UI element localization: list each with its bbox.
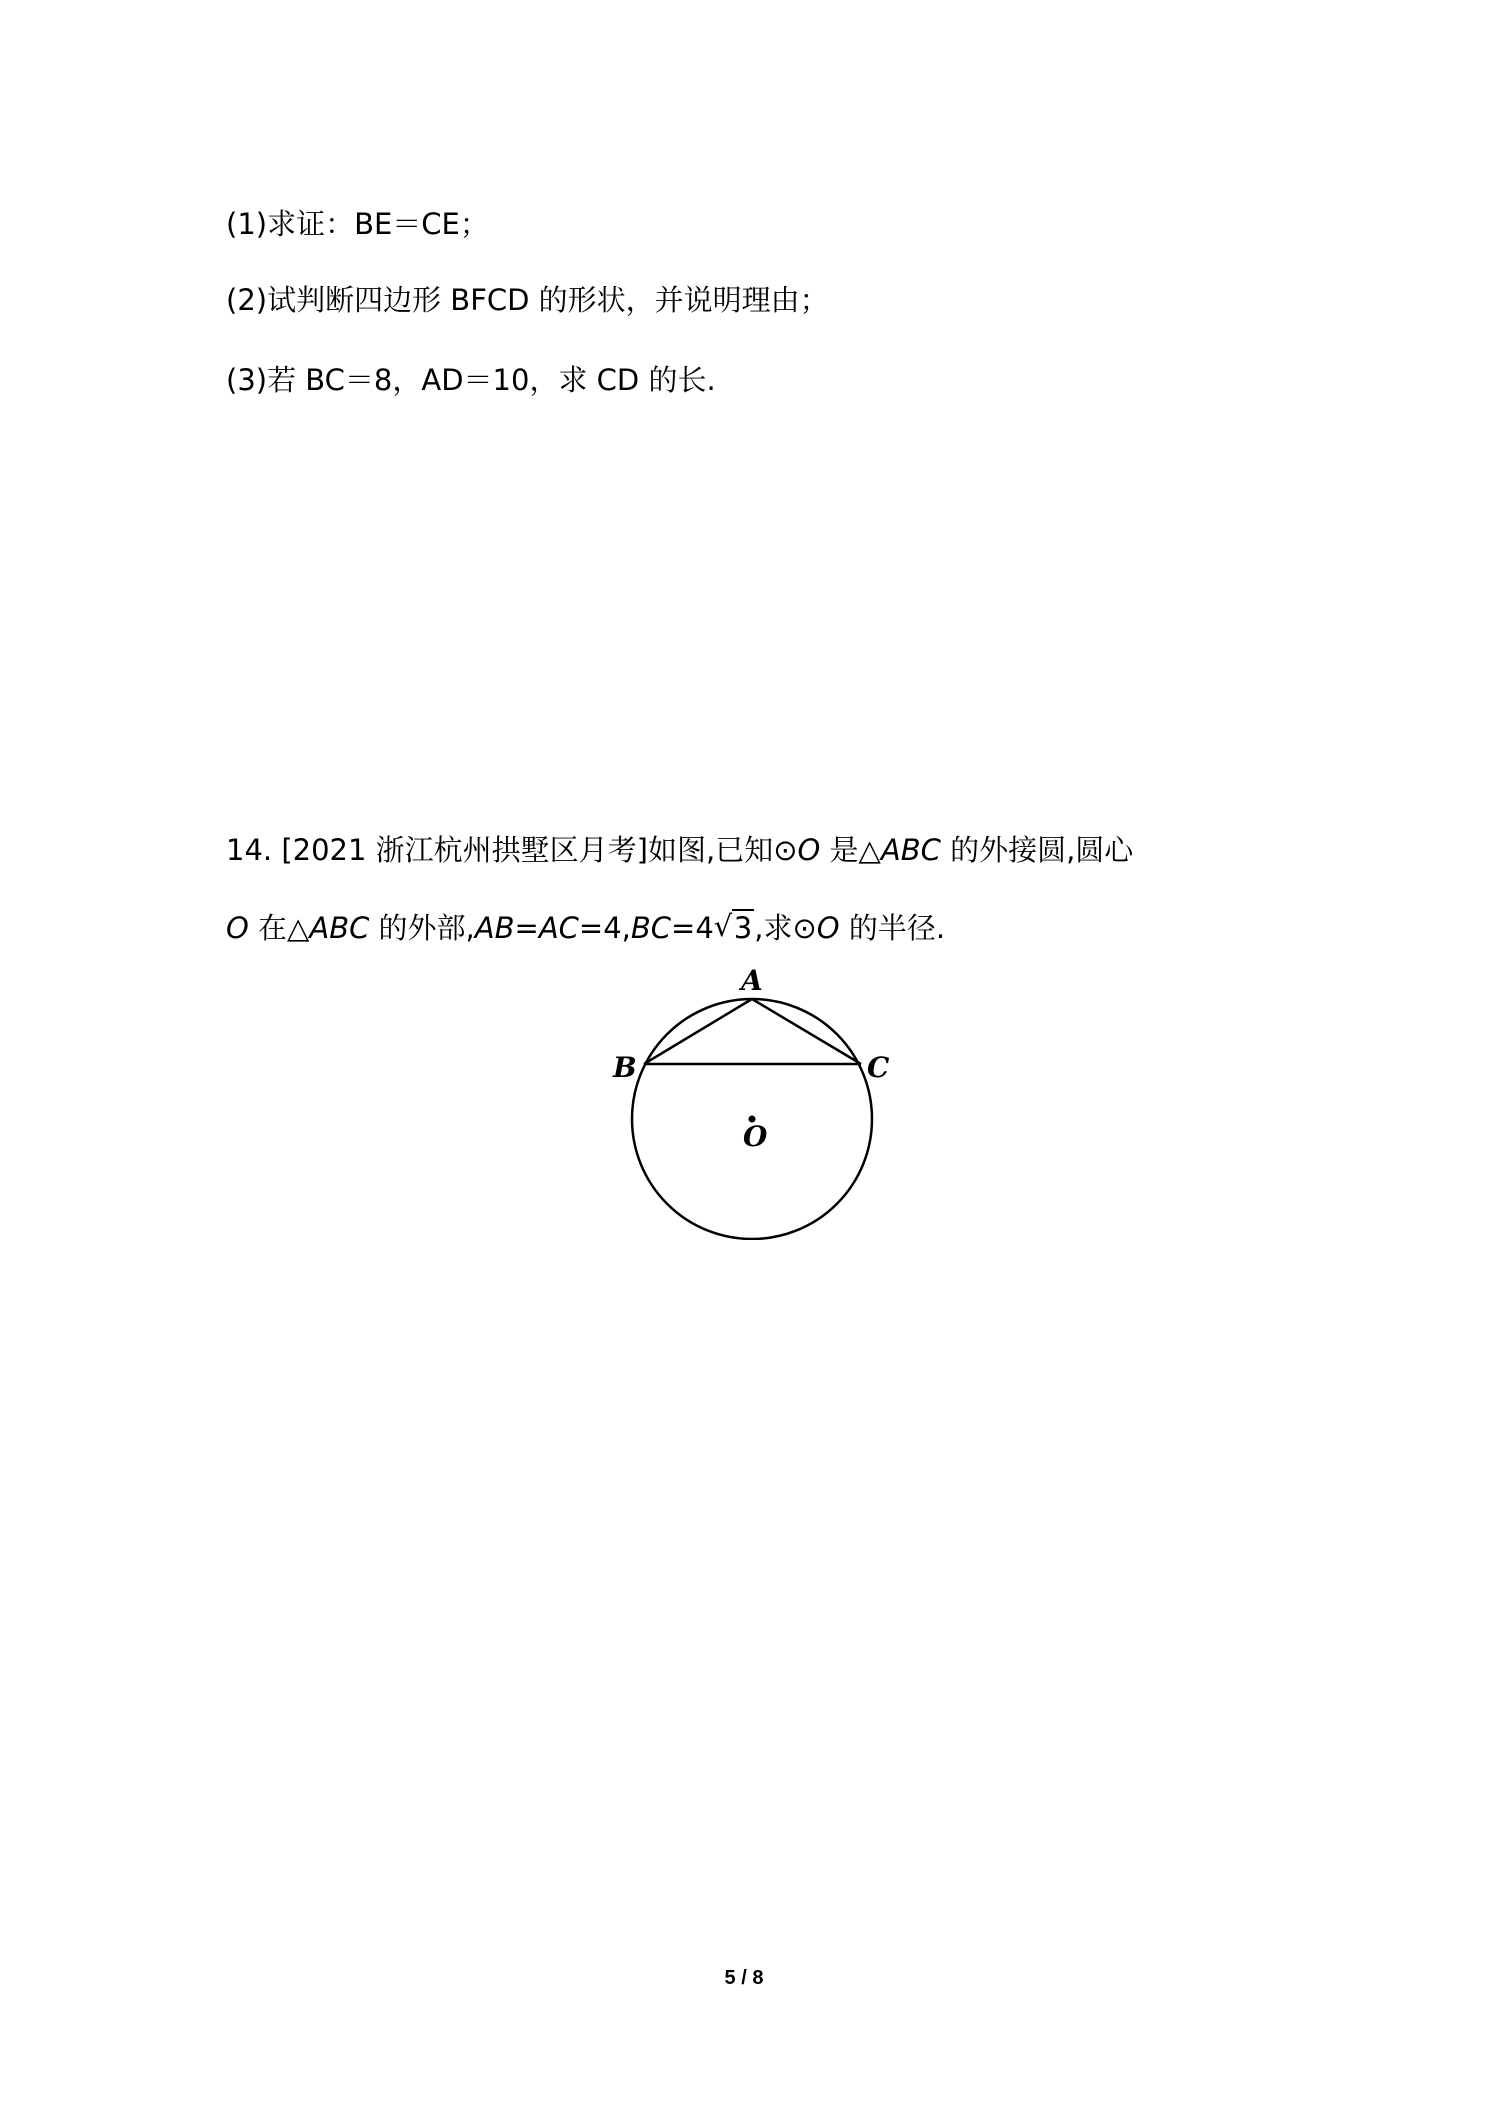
- question-14-text: 的半径.: [839, 911, 946, 945]
- question-14-text: 的外部,: [369, 911, 475, 945]
- label-b: B: [613, 1051, 637, 1084]
- question-13-part-3: (3)若 BC＝8，AD＝10，求 CD 的长.: [226, 363, 716, 397]
- radical-sign: √: [713, 909, 733, 943]
- question-14-text: 在△: [248, 911, 310, 945]
- circle-o-symbol: O: [797, 833, 821, 867]
- question-14-text: =: [514, 911, 539, 945]
- sqrt-expression: [714, 908, 754, 948]
- label-o: O: [743, 1120, 768, 1153]
- segment-ab: AB: [474, 911, 515, 945]
- question-14-lead: 14. [2021 浙江杭州拱墅区月考]如图,已知⊙: [226, 833, 798, 867]
- question-14-text: 是△: [820, 833, 881, 867]
- page-number: 5 / 8: [724, 1967, 764, 1989]
- question-14-text: =4,: [578, 911, 631, 945]
- geometry-figure: [600, 960, 900, 1240]
- question-14-line-1: [226, 830, 1133, 870]
- segment-bc: BC: [630, 911, 672, 945]
- triangle-abc: ABC: [309, 911, 370, 945]
- segment-ac: AC: [538, 911, 579, 945]
- label-a: A: [741, 964, 763, 997]
- label-c: C: [867, 1051, 890, 1084]
- radicand: 3: [733, 911, 753, 945]
- question-14-text: 的外接圆,圆心: [940, 833, 1134, 867]
- question-14-line-2: [226, 908, 945, 948]
- question-14-text: =4: [671, 911, 714, 945]
- segment-ac-line: [752, 999, 861, 1064]
- circle-o-symbol: O: [816, 911, 840, 945]
- question-13-part-2: (2)试判断四边形 BFCD 的形状，并说明理由；: [226, 283, 829, 317]
- triangle-abc: ABC: [880, 833, 941, 867]
- question-13-part-1: (1)求证：BE＝CE；: [226, 207, 489, 241]
- center-o: O: [226, 911, 249, 945]
- question-14-text: ,求⊙: [754, 911, 817, 945]
- segment-ab-line: [644, 999, 752, 1064]
